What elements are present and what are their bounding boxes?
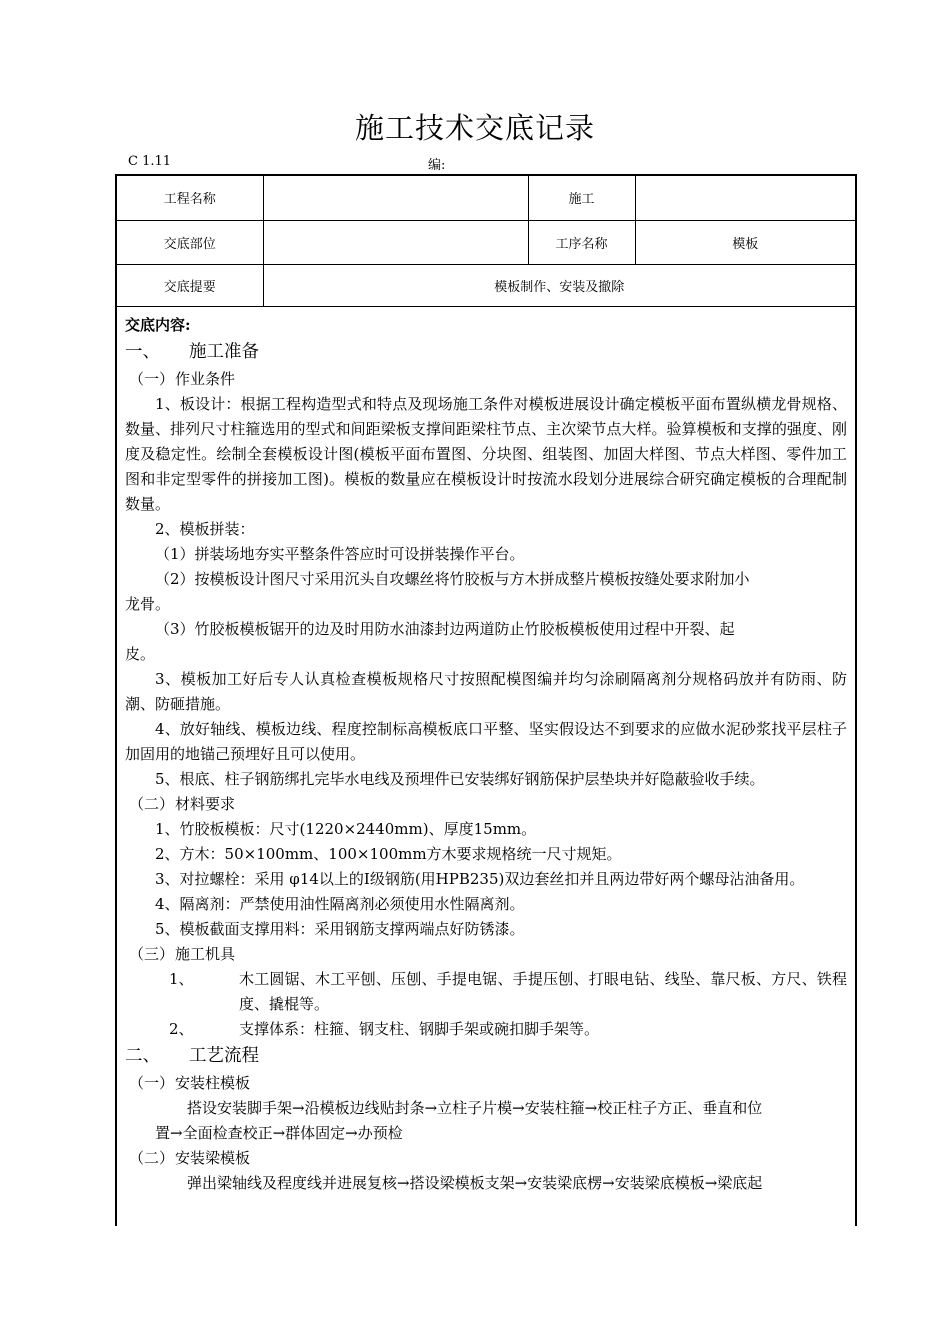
paragraph-line: 皮。 (125, 644, 156, 663)
subsection-title: 作业条件 (175, 369, 236, 388)
paragraph: 5、根底、柱子钢筋绑扎完毕水电线及预埋件已安装绑好钢筋保护层垫块并好隐蔽验收手续。 (155, 769, 765, 788)
section-heading (125, 1042, 847, 1071)
paragraph: 2、模板拼装： (155, 519, 255, 538)
paragraph: 1、竹胶板模板：尺寸(1220×2440mm)、厚度15mm。 (155, 819, 537, 838)
list-number: 2、 (169, 1019, 194, 1038)
content-section (117, 307, 855, 1196)
paragraph: 3、对拉螺栓：采用 φ14以上的Ⅰ级钢筋(用HPB235)双边套丝扣并且两边带好两个螺母沾油备用。 (155, 869, 805, 888)
subsection-heading (125, 942, 847, 967)
number-label: 编: (428, 158, 446, 173)
table-row (117, 264, 855, 306)
summary-value: 模板制作、安装及撤除 (263, 264, 855, 306)
section-number: 二、 (125, 1045, 160, 1066)
project-name-label: 工程名称 (117, 176, 263, 220)
process-label: 工序名称 (528, 220, 635, 264)
content-label: 交底内容: (125, 315, 191, 334)
process-line: 置→全面检查校正→群体固定→办预检 (155, 1123, 403, 1142)
subsection-title: 安装柱模板 (175, 1073, 251, 1092)
list-text: 木工圆锯、木工平刨、压刨、手提电锯、手提压刨、打眼电钻、线坠、靠尺板、方尺、铁程度、撬棍等。 (239, 969, 847, 1013)
section-number: 一、 (125, 341, 160, 362)
list-item (125, 1017, 847, 1042)
list-text: 支撑体系：柱箍、钢支柱、钢脚手架或碗扣脚手架等。 (239, 1019, 600, 1038)
process-value: 模板 (635, 220, 855, 264)
part-label: 交底部位 (117, 220, 263, 264)
table-row (117, 220, 855, 264)
subsection-title: 施工机具 (175, 944, 236, 963)
paragraph-line: （2）按模板设计图尺寸采用沉头自攻螺丝将竹胶板与方木拼成整片模板按缝处要求附加小 (155, 569, 750, 588)
record-form (115, 174, 857, 1226)
process-flow (125, 1171, 847, 1196)
subsection-number: （一） (129, 1073, 175, 1092)
section-title: 施工准备 (189, 341, 259, 362)
list-number: 1、 (169, 969, 194, 988)
subsection-heading (125, 1146, 847, 1171)
paragraph: 2、方木：50×100mm、100×100mm方木要求规格统一尺寸规矩。 (155, 844, 622, 863)
subsection-number: （三） (129, 944, 175, 963)
info-table (117, 176, 855, 307)
paragraph: 1、板设计：根据工程构造型式和特点及现场施工条件对模板进展设计确定模板平面布置纵横龙骨规格、数量、排列尺寸柱箍选用的型式和间距梁板支撑间距梁柱节点、主次梁节点大样。验算模板和支撑的强度、刚度及稳定性。绘制全套模板设计图(模板平面布置图、分块图、组装图、加固大样图、节点大样图、零件加工图和非定型零件的拼接加工图)。模板的数量应在模板设计时按流水段划分进展综合研究确定模板的合理配制数量。 (125, 394, 847, 513)
subsection-heading (125, 367, 847, 392)
summary-label: 交底提要 (117, 264, 263, 306)
paragraph: 3、模板加工好后专人认真检查模板规格尺寸按照配模图编并均匀涂刷隔离剂分规格码放并有防雨、防潮、防砸措施。 (125, 669, 847, 713)
construction-value (635, 176, 855, 220)
part-value (263, 220, 528, 264)
process-line: 弹出梁轴线及程度线并进展复核→搭设梁模板支架→安装梁底楞→安装梁底模板→梁底起 (187, 1173, 763, 1192)
subsection-title: 安装梁模板 (175, 1148, 251, 1167)
subsection-number: （二） (129, 794, 175, 813)
subsection-number: （二） (129, 1148, 175, 1167)
table-row (117, 176, 855, 220)
paragraph: 4、隔离剂：严禁使用油性隔离剂必须使用水性隔离剂。 (155, 894, 525, 913)
paragraph: （1）拼装场地夯实平整条件答应时可设拼装操作平台。 (155, 544, 525, 563)
project-name-value (263, 176, 528, 220)
process-flow (125, 1096, 847, 1146)
paragraph: 5、模板截面支撑用料：采用钢筋支撑两端点好防锈漆。 (155, 919, 525, 938)
subsection-heading (125, 1071, 847, 1096)
document-title: 施工技术交底记录 (354, 111, 595, 145)
form-code: C 1.11 (128, 154, 172, 169)
section-heading (125, 338, 847, 367)
subsection-number: （一） (129, 369, 175, 388)
process-line: 搭设安装脚手架→沿模板边线贴封条→立柱子片模→安装柱箍→校正柱子方正、垂直和位 (187, 1098, 763, 1117)
paragraph: 4、放好轴线、模板边线、程度控制标高模板底口平整、坚实假设达不到要求的应做水泥砂浆找平层柱子加固用的地锚己预埋好且可以使用。 (125, 719, 847, 763)
section-title: 工艺流程 (189, 1045, 259, 1066)
paragraph-line: 龙骨。 (125, 594, 171, 613)
subsection-heading (125, 792, 847, 817)
paragraph-line: （3）竹胶板模板锯开的边及时用防水油漆封边两道防止竹胶板模板使用过程中开裂、起 (155, 619, 735, 638)
subsection-title: 材料要求 (175, 794, 236, 813)
construction-label: 施工 (528, 176, 635, 220)
list-item (125, 967, 847, 1017)
